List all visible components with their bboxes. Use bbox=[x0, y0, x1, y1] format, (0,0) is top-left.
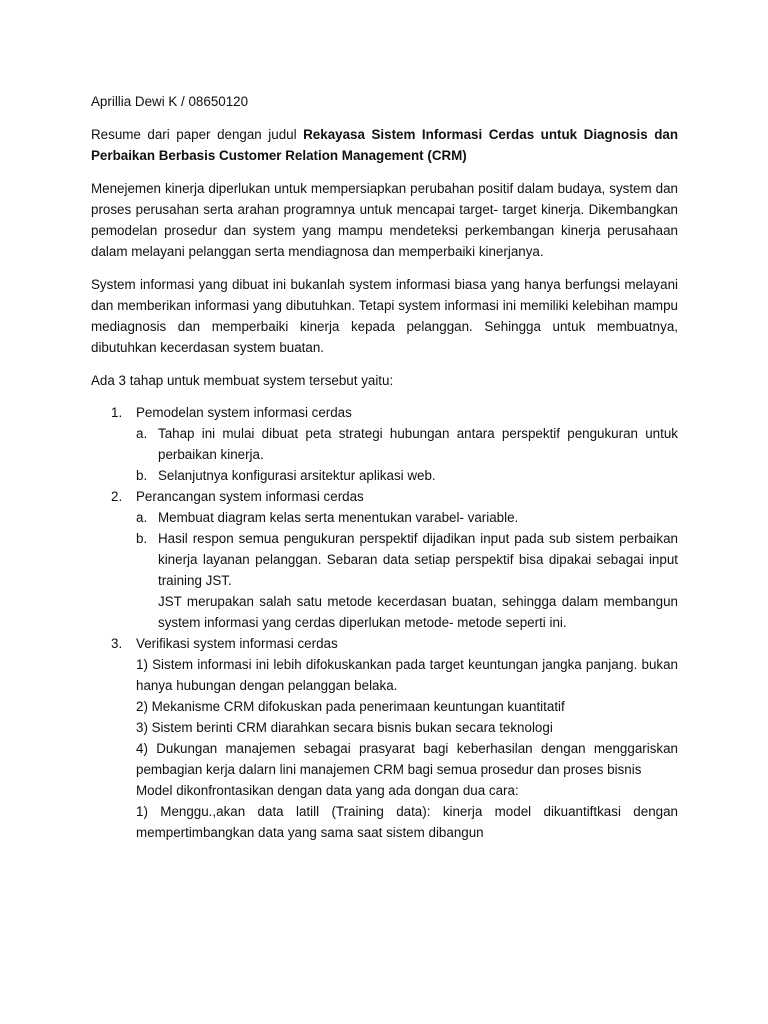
author-line: Aprillia Dewi K / 08650120 bbox=[91, 94, 249, 109]
intro-paragraph bbox=[91, 124, 678, 166]
list-number: 2. bbox=[111, 489, 123, 504]
list-item bbox=[91, 402, 678, 486]
body-paragraph: System informasi yang dibuat ini bukanlah system informasi biasa yang hanya berfungsi melayani dan memberikan informasi yang dibutuhkan. Tetapi system informasi ini memiliki kelebihan mampu mediagnosis dan memperbaiki kinerja kepada pelanggan. Sehingga untuk membuatnya, dibutuhkan kecerdasan system buatan. bbox=[91, 277, 678, 355]
sub-list-item bbox=[136, 423, 678, 465]
detail-line: 4) Dukungan manajemen sebagai prasyarat bagi keberhasilan dengan menggariskan pembagian kerja dalarn lini manajemen CRM bagi semua prosedur dan proses bisnis bbox=[136, 741, 678, 777]
list-item bbox=[91, 633, 678, 843]
sub-text: Selanjutnya konfigurasi arsitektur aplikasi web. bbox=[158, 468, 436, 483]
sub-list-item bbox=[136, 465, 678, 486]
sub-text-extra: JST merupakan salah satu metode kecerdasan buatan, sehingga dalam membangun system informasi yang cerdas diperlukan metode- metode seperti ini. bbox=[158, 594, 678, 630]
sub-label: b. bbox=[136, 531, 148, 546]
list-item-title: Perancangan system informasi cerdas bbox=[136, 489, 364, 504]
list-item-title: Pemodelan system informasi cerdas bbox=[136, 405, 352, 420]
detail-line: Model dikonfrontasikan dengan data yang ada dongan dua cara: bbox=[136, 783, 519, 798]
sub-list-item bbox=[136, 507, 678, 528]
detail-line: 1) Sistem informasi ini lebih difokuskankan pada target keuntungan jangka panjang. bukan hanya hubungan dengan pelanggan belaka. bbox=[136, 657, 678, 693]
detail-line: 3) Sistem berinti CRM diarahkan secara bisnis bukan secara teknologi bbox=[136, 720, 553, 735]
sub-list bbox=[136, 507, 678, 633]
body-paragraph: Menejemen kinerja diperlukan untuk mempersiapkan perubahan positif dalam budaya, system dan proses perusahan serta arahan programnya untuk mencapai target- target kinerja. Dikembangkan pemodelan prosedur dan system yang mampu mendeteksi perkembangan kinerja perusahaan dalam melayani pelanggan serta mendiagnosa dan memperbaiki kinerjanya. bbox=[91, 181, 678, 259]
list-number: 1. bbox=[111, 405, 123, 420]
sub-list bbox=[136, 423, 678, 486]
sub-list-item bbox=[136, 528, 678, 633]
sub-label: b. bbox=[136, 468, 148, 483]
sub-text: Tahap ini mulai dibuat peta strategi hubungan antara perspektif pengukuran untuk perbaikan kinerja. bbox=[158, 426, 678, 462]
detail-line: 1) Menggu.,akan data latill (Training data): kinerja model dikuantiftkasi dengan mempertimbangkan data yang sama saat sistem dibangun bbox=[136, 804, 678, 840]
detail-line: 2) Mekanisme CRM difokuskan pada penerimaan keuntungan kuantitatif bbox=[136, 699, 565, 714]
sub-text: Hasil respon semua pengukuran perspektif dijadikan input pada sub sistem perbaikan kinerja layanan pelanggan. Sebaran data setiap perspektif bisa dipakai sebagai input training JST. bbox=[158, 531, 678, 588]
sub-text: Membuat diagram kelas serta menentukan varabel- variable. bbox=[158, 510, 519, 525]
list-item bbox=[91, 486, 678, 633]
sub-label: a. bbox=[136, 426, 148, 441]
paper-title: Rekayasa Sistem Informasi Cerdas untuk Diagnosis dan Perbaikan Berbasis Customer Relation Management (CRM) bbox=[91, 127, 679, 163]
list-intro: Ada 3 tahap untuk membuat system tersebut yaitu: bbox=[91, 373, 394, 388]
list-number: 3. bbox=[111, 636, 123, 651]
list-item-title: Verifikasi system informasi cerdas bbox=[136, 636, 338, 651]
sub-label: a. bbox=[136, 510, 148, 525]
intro-prefix: Resume dari paper dengan judul bbox=[91, 127, 304, 142]
steps-list bbox=[91, 402, 678, 843]
